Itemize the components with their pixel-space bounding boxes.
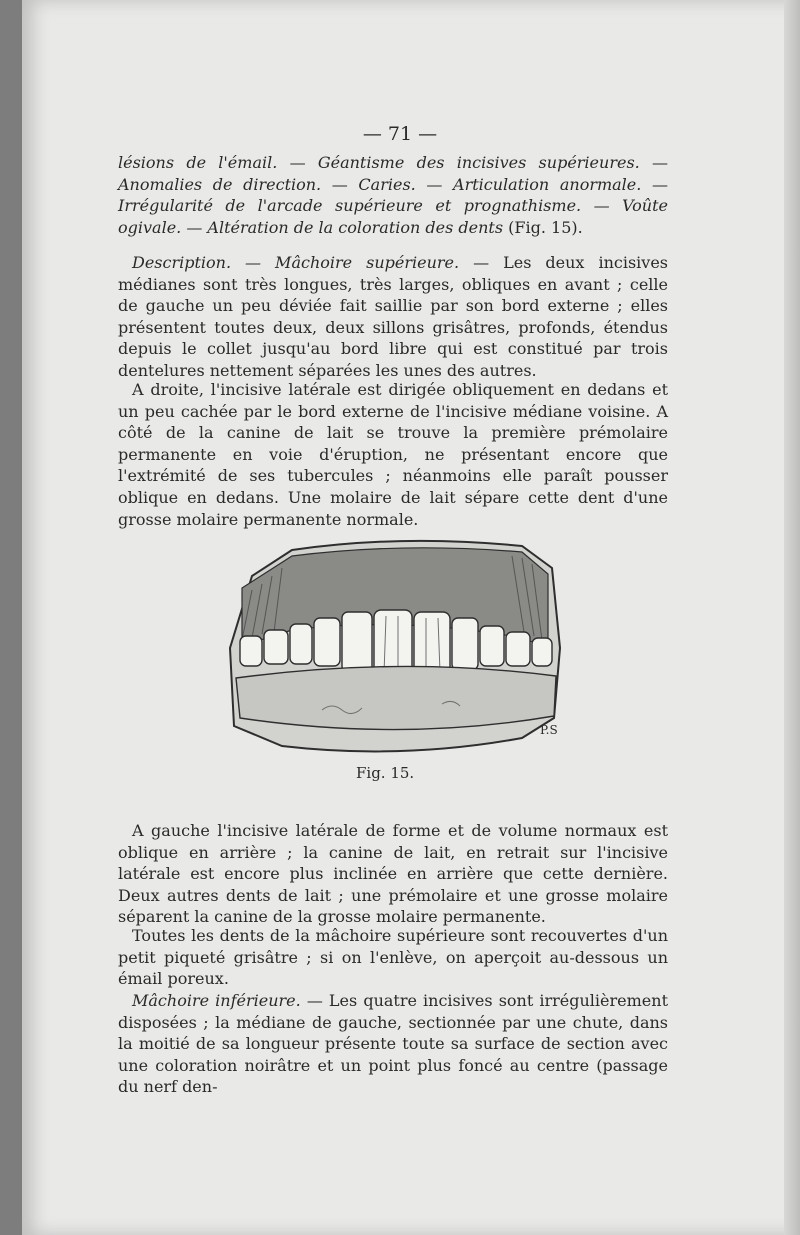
- figure-reference: (Fig. 15).: [503, 217, 583, 237]
- description-text: — Les deux incisives médianes sont très longues, très larges, obliques en avant ; celle de gauche un peu déviée fait saillie par son bord externe ; elles présentent toutes deux, deux sillons grisâtres, profonds, étendus depuis le collet jusqu'au bord libre qui est constitué par trois dentelures nettement séparées les unes des autres.: [118, 253, 669, 380]
- paragraph-lower-jaw: [118, 990, 668, 1098]
- paragraph-intro: [118, 152, 668, 238]
- paragraph-description: [118, 252, 668, 382]
- description-label: Description. — Mâchoire supérieure.: [132, 253, 460, 272]
- right-side-text: A droite, l'incisive latérale est dirigée obliquement en dedans et un peu cachée par le bord externe de l'incisive médiane voisine. A côté de la canine de lait se trouve la première prémolaire permanente en voie d'éruption, ne présentant encore que l'extrémité de ses tubercules ; néanmoins elle paraît pousser oblique en dedans. Une molaire de lait sépare cette dent d'une grosse molaire permanente normale.: [118, 380, 668, 529]
- lower-jaw-text: — Les quatre incisives sont irrégulièrement disposées ; la médiane de gauche, sectionnée par une chute, dans la moitié de sa longueur présente toute sa surface de section avec une coloration noirâtre et un point plus foncé au centre (passage du nerf den-: [118, 991, 669, 1097]
- figure-signature: P.S: [540, 723, 558, 737]
- paragraph-left-side: [118, 820, 668, 928]
- figure-caption: Fig. 15.: [356, 764, 415, 782]
- intro-text: lésions de l'émail. — Géantisme des incisives supérieures. — Anomalies de direction. — Caries. — Articulation anormale. — Irrégularité de l'arcade supérieure et prognathisme. — Voûte ogivale. — Altération de la coloration des dents: [118, 153, 668, 237]
- left-side-text: A gauche l'incisive latérale de forme et de volume normaux est oblique en arrière ; la canine de lait, en retrait sur l'incisive latérale est encore plus inclinée en arrière que cette dernière. Deux autres dents de lait ; une prémolaire et une grosse molaire séparent la canine de la grosse molaire permanente.: [118, 821, 668, 927]
- teeth-illustration: [222, 528, 576, 756]
- page-number: — 71 —: [362, 123, 438, 145]
- lower-jaw-label: Mâchoire inférieure.: [132, 991, 301, 1010]
- paragraph-right-side: [118, 379, 668, 530]
- paragraph-upper-teeth: [118, 925, 668, 990]
- upper-teeth-text: Toutes les dents de la mâchoire supérieure sont recouvertes d'un petit piqueté grisâtre ; si on l'enlève, on aperçoit au-dessous un émail poreux.: [118, 926, 668, 989]
- page-gutter: [784, 0, 800, 1235]
